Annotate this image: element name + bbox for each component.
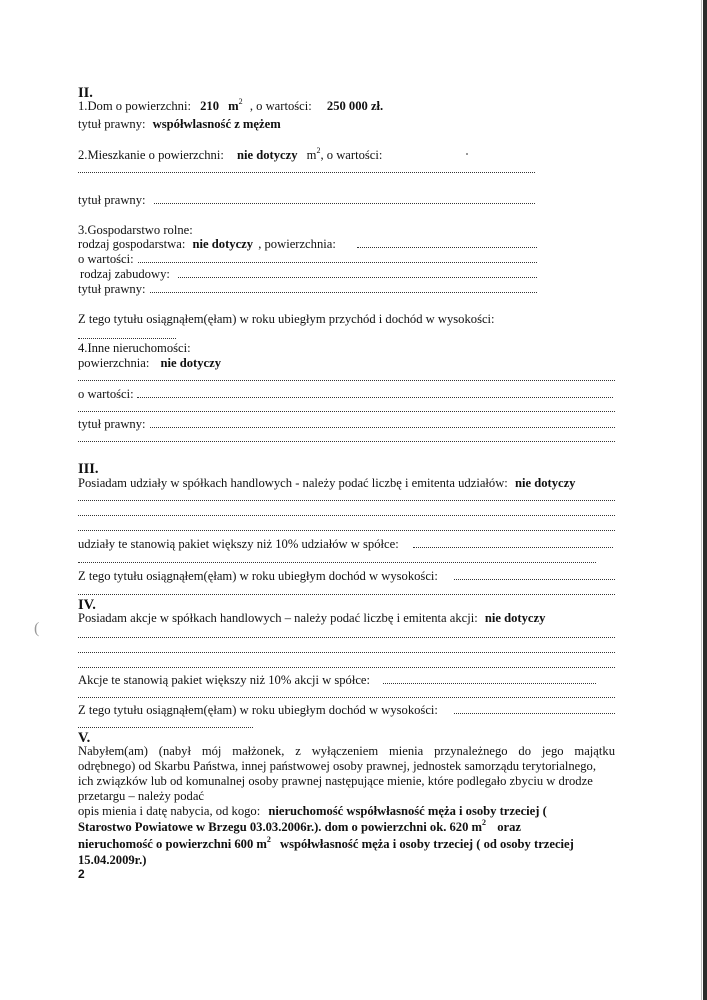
house-value: 250 000 zł. [326,99,384,113]
stocks-income-label: Z tego tytułu osiągnąłem(ęłam) w roku ubiegłym dochód w wysokości: [78,703,438,717]
dotted-line [78,594,615,595]
shares-line [78,477,575,490]
stocks-line [78,612,545,625]
house-unit: m [228,99,239,113]
acquired-desc-3b: współwłasność męża i osoby trzeciej ( od osoby trzeciej [280,837,574,851]
apartment-label: 2.Mieszkanie o powierzchni: [78,148,224,162]
dotted-line [78,500,615,501]
other-area-value: nie dotyczy [160,356,222,370]
section-v-heading: V. [78,730,91,746]
other-area-label: powierzchnia: [78,356,150,370]
dotted-line [78,172,535,173]
other-value-label: o wartości: [78,387,134,401]
dotted-line [78,652,615,653]
farm-value-label: o wartości: [78,252,134,266]
house-title-label: tytuł prawny: [78,117,146,131]
other-property-label: 4.Inne nieruchomości: [78,341,191,355]
page-number: 2 [78,867,85,881]
dotted-line [78,562,596,563]
other-area-line [78,357,221,370]
dotted-line [357,247,537,248]
dotted-line [78,338,176,339]
page-edge [703,0,707,1000]
dotted-line [413,547,613,548]
farm-income-label: Z tego tytułu osiągnąłem(ęłam) w roku ubiegłym przychód i dochód w wysokości: [78,312,495,326]
acquired-desc-line-1 [78,805,547,818]
apartment-value: nie dotyczy [237,148,298,162]
shares-value: nie dotyczy [514,476,576,490]
dotted-line [78,530,615,531]
apartment-line [78,146,383,162]
dotted-line [78,697,615,698]
dotted-line [383,683,596,684]
other-title-label: tytuł prawny: [78,417,146,431]
farm-area-label: , powierzchnia: [258,237,336,251]
dotted-line [178,277,537,278]
house-title-line [78,118,281,131]
acquired-desc-line-2 [78,818,521,834]
acquired-desc-3-sup: 2 [266,835,271,844]
dotted-line [78,667,615,668]
stocks-value: nie dotyczy [484,611,546,625]
dotted-line [78,515,615,516]
acquired-text-line-1: Nabyłem(am) (nabył mój małżonek, z wyłączeniem mienia przynależnego do jego majątku [78,744,615,758]
dotted-line [78,411,615,412]
stocks-label: Posiadam akcje w spółkach handlowych – należy podać liczbę i emitenta akcji: [78,611,478,625]
acquired-desc-3a: nieruchomość o powierzchni 600 m [78,837,267,851]
dotted-line [150,427,615,428]
page-edge-line [701,0,702,1000]
house-label: 1.Dom o powierzchni: [78,99,191,113]
house-value-label: , o wartości: [249,99,312,113]
scan-mark: ( [34,620,40,637]
section-iii-heading: III. [78,461,99,477]
dotted-line [78,637,615,638]
farm-label: 3.Gospodarstwo rolne: [78,223,193,237]
dotted-line [154,203,535,204]
scan-speck [466,153,468,155]
shares-label: Posiadam udziały w spółkach handlowych - należy podać liczbę i emitenta udziałów: [78,476,508,490]
shares-package-label: udziały te stanowią pakiet większy niż 10% udziałów w spółce: [78,537,399,551]
acquired-desc-2b: oraz [497,820,521,834]
dotted-line [137,397,613,398]
dotted-line [78,380,615,381]
section-ii-heading: II. [78,85,93,101]
acquired-desc-2-sup: 2 [482,818,487,827]
dotted-line [454,579,615,580]
dotted-line [138,262,537,263]
dotted-line [454,713,615,714]
acquired-text-line-4: przetargu – należy podać [78,789,204,803]
farm-build-label: rodzaj zabudowy: [80,267,170,281]
acquired-desc-2a: Starostwo Powiatowe w Brzegu 03.03.2006r.). dom o powierzchni ok. 620 m [78,820,483,834]
farm-type-line [78,238,336,251]
dotted-line [78,441,615,442]
apartment-value-label: , o wartości: [320,148,383,162]
acquired-text-line-3: ich związków lub od komunalnej osoby prawnej następujące mienie, które podlegało zbyciu w drodze [78,774,593,788]
acquired-text-line-2: odrębnego) od Skarbu Państwa, innej państwowej osoby prawnej, jednostek samorządu terytorialnego, [78,759,596,773]
house-line [78,97,384,113]
acquired-desc-line-4: 15.04.2009r.) [78,853,147,867]
farm-type-value: nie dotyczy [192,237,254,251]
dotted-line [78,727,253,728]
house-title-value: współwlasność z mężem [152,117,281,131]
acquired-desc-value: nieruchomość współwłasność męża i osoby trzeciej ( [268,804,547,818]
acquired-desc-line-3 [78,835,574,851]
section-iv-heading: IV. [78,597,96,613]
farm-title-label: tytuł prawny: [78,282,146,296]
apartment-unit: m [306,148,317,162]
dotted-line [150,292,537,293]
house-unit-sup: 2 [238,97,243,106]
stocks-package-label: Akcje te stanowią pakiet większy niż 10% akcji w spółce: [78,673,371,687]
house-area: 210 [200,99,220,113]
farm-type-label: rodzaj gospodarstwa: [78,237,186,251]
apartment-title-label: tytuł prawny: [78,193,146,207]
shares-income-label: Z tego tytułu osiągnąłem(ęłam) w roku ubiegłym dochód w wysokości: [78,569,438,583]
acquired-desc-label: opis mienia i datę nabycia, od kogo: [78,804,261,818]
apartment-unit-sup: 2 [316,146,321,155]
